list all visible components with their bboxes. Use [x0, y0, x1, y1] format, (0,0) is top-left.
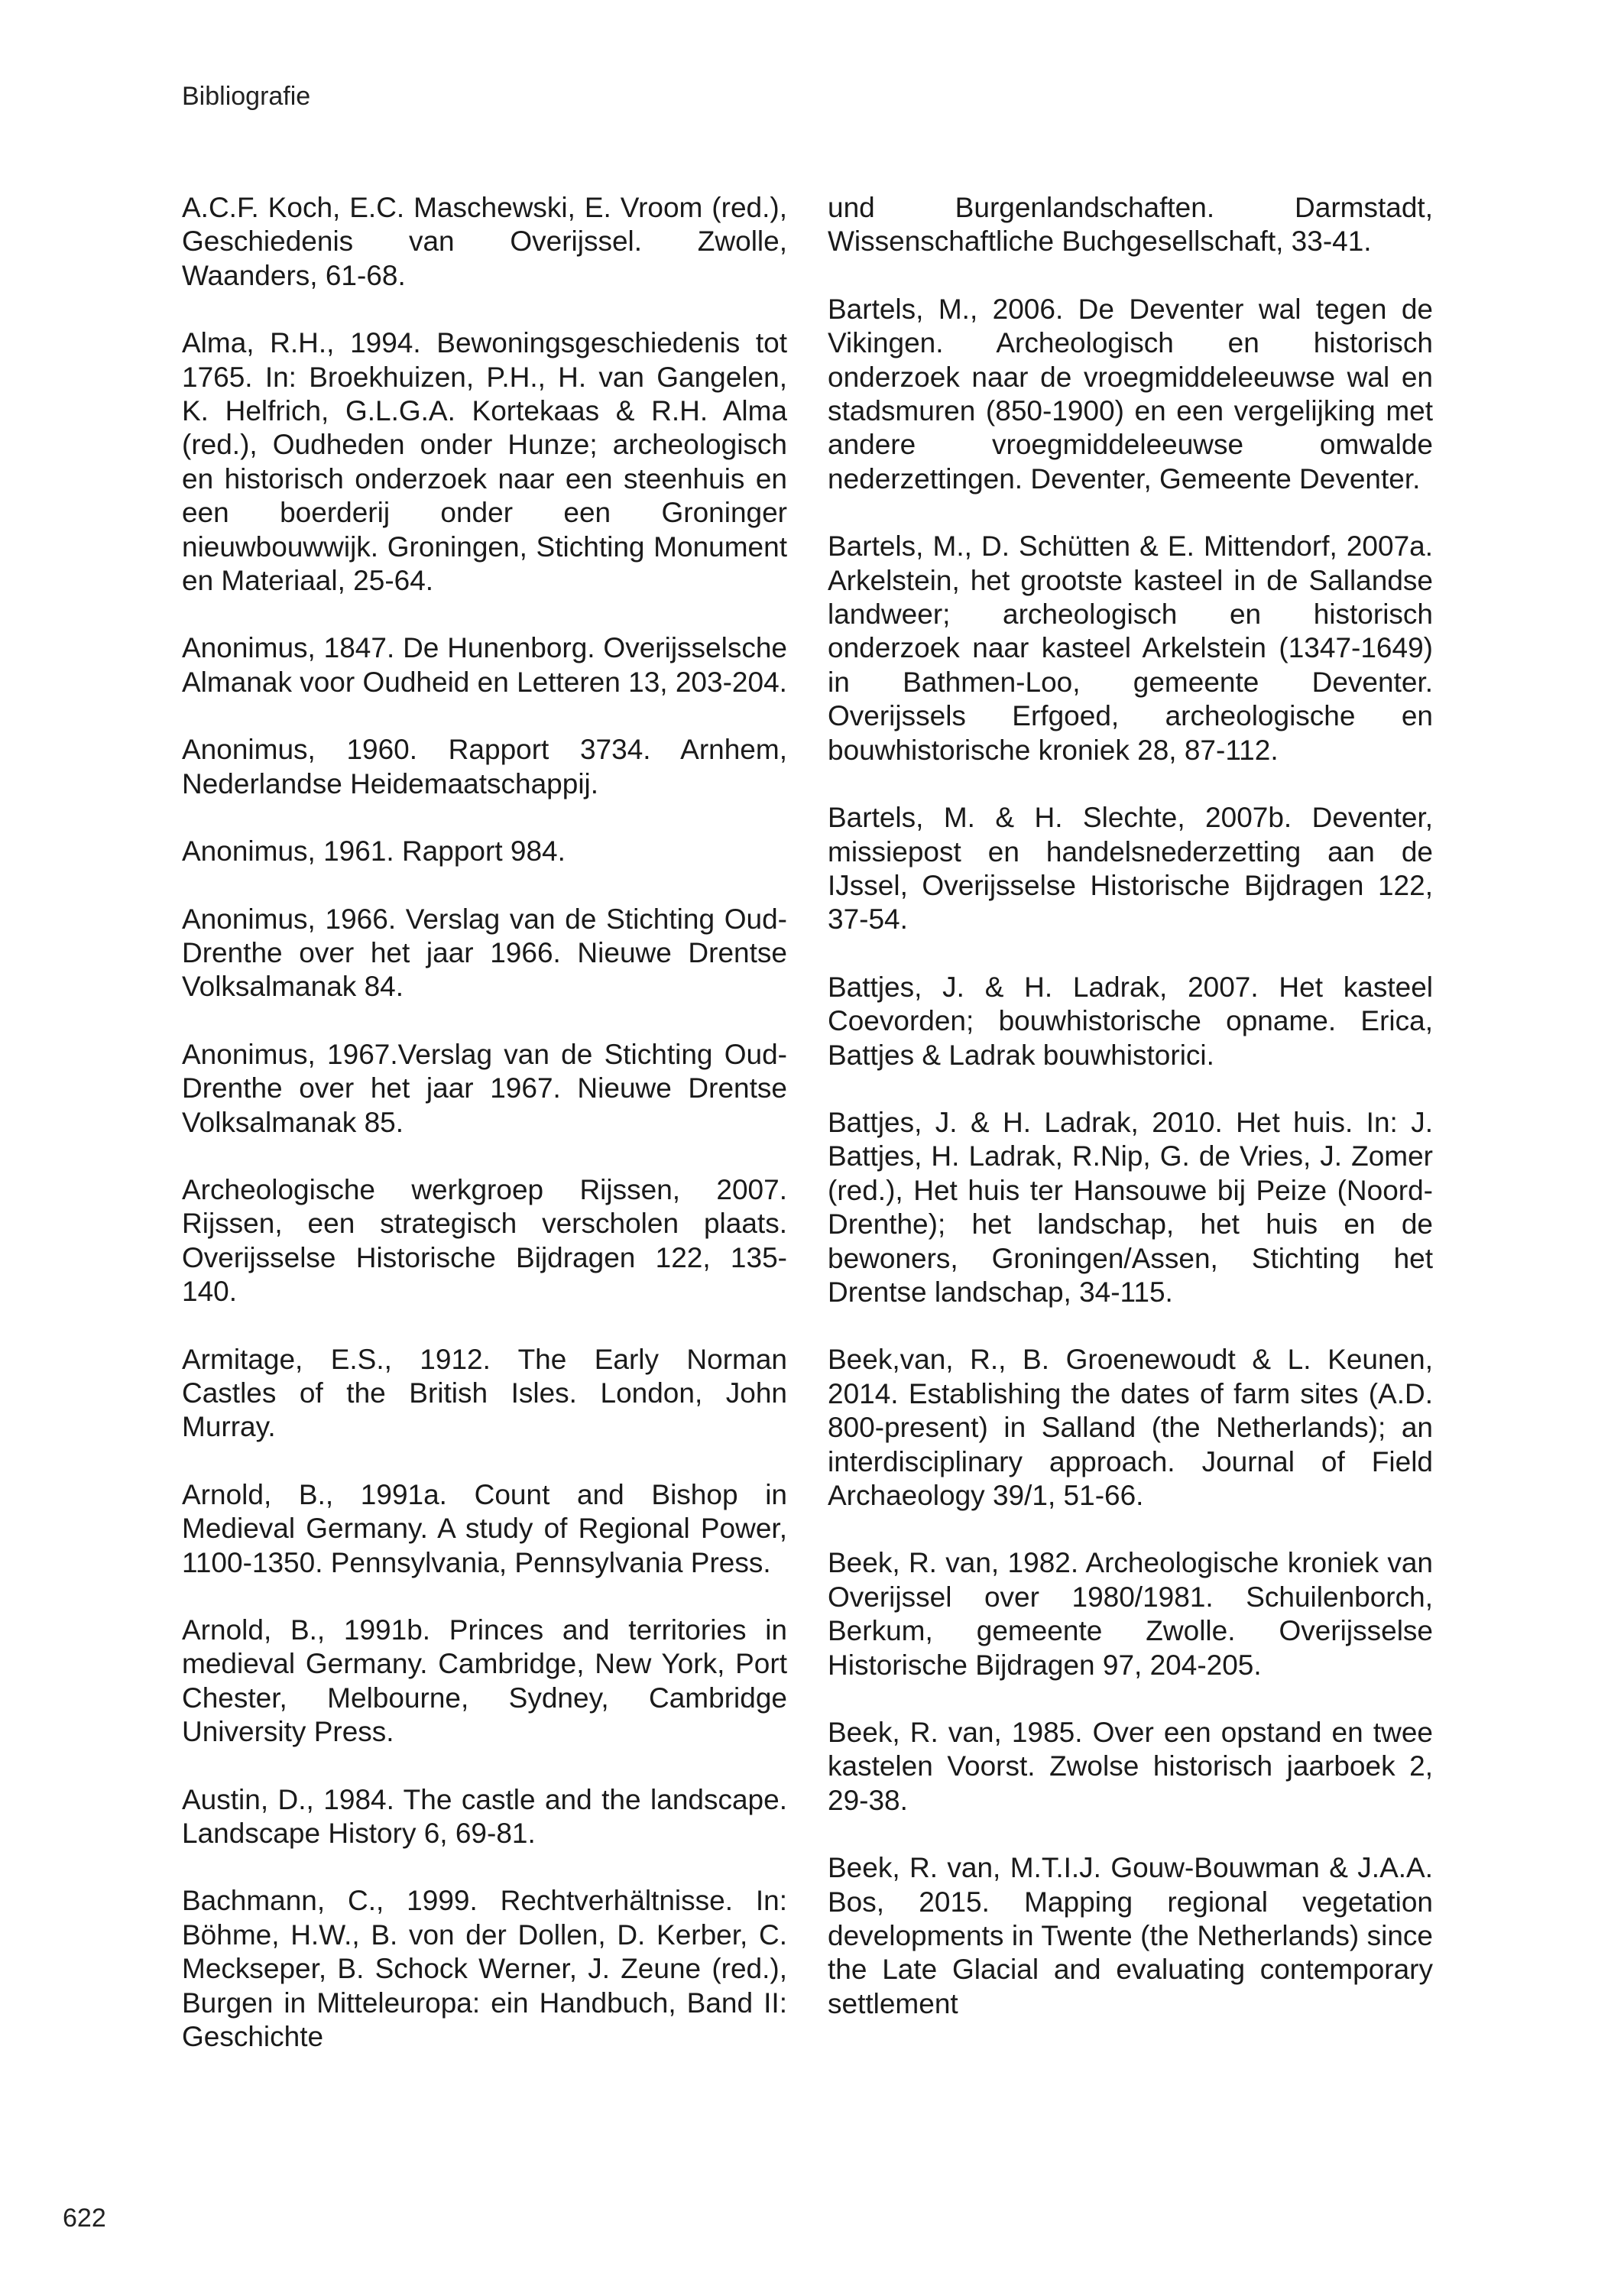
bibliography-entry: Alma, R.H., 1994. Bewoningsgeschiedenis tot 1765. In: Broekhuizen, P.H., H. van Gangelen, K. Helfrich, G.L.G.A. Kortekaas & R.H. Alma (red.), Oudheden onder Hunze; archeologisch en historisch onderzoek naar een steenhuis en een boerderij onder een Groninger nieuwbouwwijk. Groningen, Stichting Monument en Materiaal, 25-64. [182, 327, 787, 597]
bibliography-entry: Anonimus, 1960. Rapport 3734. Arnhem, Nederlandse Heidemaatschappij. [182, 734, 787, 799]
bibliography-entry: Arnold, B., 1991b. Princes and territories in medieval Germany. Cambridge, New York, Port Chester, Melbourne, Sydney, Cambridge University Press. [182, 1614, 787, 1748]
bibliography-entry-continuation: und Burgenlandschaften. Darmstadt, Wissenschaftliche Buchgesellschaft, 33-41. [828, 192, 1433, 258]
bibliography-entry: Anonimus, 1966. Verslag van de Stichting Oud-Drenthe over het jaar 1966. Nieuwe Drentse Volksalmanak 84. [182, 903, 787, 1003]
bibliography-entry: Battjes, J. & H. Ladrak, 2007. Het kasteel Coevorden; bouwhistorische opname. Erica, Battjes & Ladrak bouwhistorici. [828, 971, 1433, 1071]
bibliography-entry: Anonimus, 1961. Rapport 984. [182, 835, 566, 868]
running-header: Bibliografie [182, 82, 311, 111]
bibliography-entry: Beek, R. van, 1982. Archeologische kroniek van Overijssel over 1980/1981. Schuilenborch, Berkum, gemeente Zwolle. Overijsselse Historische Bijdragen 97, 204-205. [828, 1547, 1433, 1681]
bibliography-entry: Beek, R. van, 1985. Over een opstand en twee kastelen Voorst. Zwolse historisch jaarboek 2, 29-38. [828, 1717, 1433, 1816]
bibliography-entry-continued: Bachmann, C., 1999. Rechtverhältnisse. In: Böhme, H.W., B. von der Dollen, D. Kerber, C. Meckseper, B. Schock Werner, J. Zeune (red.), Burgen in Mitteleuropa: ein Handbuch, Band II: Geschichte [182, 1885, 787, 2053]
bibliography-column-left [182, 191, 787, 2087]
bibliography-entry: Beek,van, R., B. Groenewoudt & L. Keunen, 2014. Establishing the dates of farm sites (A.D. 800-present) in Salland (the Netherlands); an interdisciplinary approach. Journal of Field Archaeology 39/1, 51-66. [828, 1344, 1433, 1511]
bibliography-column-right [828, 191, 1433, 2055]
bibliography-entry: Arnold, B., 1991a. Count and Bishop in Medieval Germany. A study of Regional Power, 1100-1350. Pennsylvania, Pennsylvania Press. [182, 1478, 787, 1578]
bibliography-entry: Bartels, M. & H. Slechte, 2007b. Deventer, missiepost en handelsnederzetting aan de IJssel, Overijsselse Historische Bijdragen 122, 37-54. [828, 802, 1433, 936]
bibliography-entry: Anonimus, 1847. De Hunenborg. Overijsselsche Almanak voor Oudheid en Letteren 13, 203-204. [182, 632, 787, 698]
bibliography-entry: Archeologische werkgroep Rijssen, 2007. Rijssen, een strategisch verscholen plaats. Overijsselse Historische Bijdragen 122, 135-140. [182, 1173, 787, 1308]
bibliography-entry: A.C.F. Koch, E.C. Maschewski, E. Vroom (red.), Geschiedenis van Overijssel. Zwolle, Waanders, 61-68. [182, 192, 787, 291]
bibliography-entry: Bartels, M., 2006. De Deventer wal tegen de Vikingen. Archeologisch en historisch onderzoek naar de vroegmiddeleeuwse wal en stadsmuren (850-1900) en een vergelijking met andere vroegmiddeleeuwse omwalde nederzettingen. Deventer, Gemeente Deventer. [828, 293, 1433, 495]
bibliography-entry: Battjes, J. & H. Ladrak, 2010. Het huis. In: J. Battjes, H. Ladrak, R.Nip, G. de Vries, J. Zomer (red.), Het huis ter Hansouwe bij Peize (Noord-Drenthe); het landschap, het huis en de bewoners, Groningen/Assen, Stichting het Drentse landschap, 34-115. [828, 1106, 1433, 1308]
page-number: 622 [63, 2204, 106, 2233]
bibliography-entry: Anonimus, 1967.Verslag van de Stichting Oud-Drenthe over het jaar 1967. Nieuwe Drentse Volksalmanak 85. [182, 1038, 787, 1138]
bibliography-entry: Bartels, M., D. Schütten & E. Mittendorf, 2007a. Arkelstein, het grootste kasteel in de Sallandse landweer; archeologisch en historisch onderzoek naar kasteel Arkelstein (1347-1649) in Bathmen-Loo, gemeente Deventer. Overijssels Erfgoed, archeologische en bouwhistorische kroniek 28, 87-112. [828, 530, 1433, 766]
bibliography-entry-continued: Beek, R. van, M.T.I.J. Gouw-Bouwman & J.A.A. Bos, 2015. Mapping regional vegetation developments in Twente (the Netherlands) since the Late Glacial and evaluating contemporary settlement [828, 1852, 1433, 2019]
bibliography-entry: Austin, D., 1984. The castle and the landscape. Landscape History 6, 69-81. [182, 1783, 787, 1850]
bibliography-entry: Armitage, E.S., 1912. The Early Norman Castles of the British Isles. London, John Murray. [182, 1343, 787, 1443]
